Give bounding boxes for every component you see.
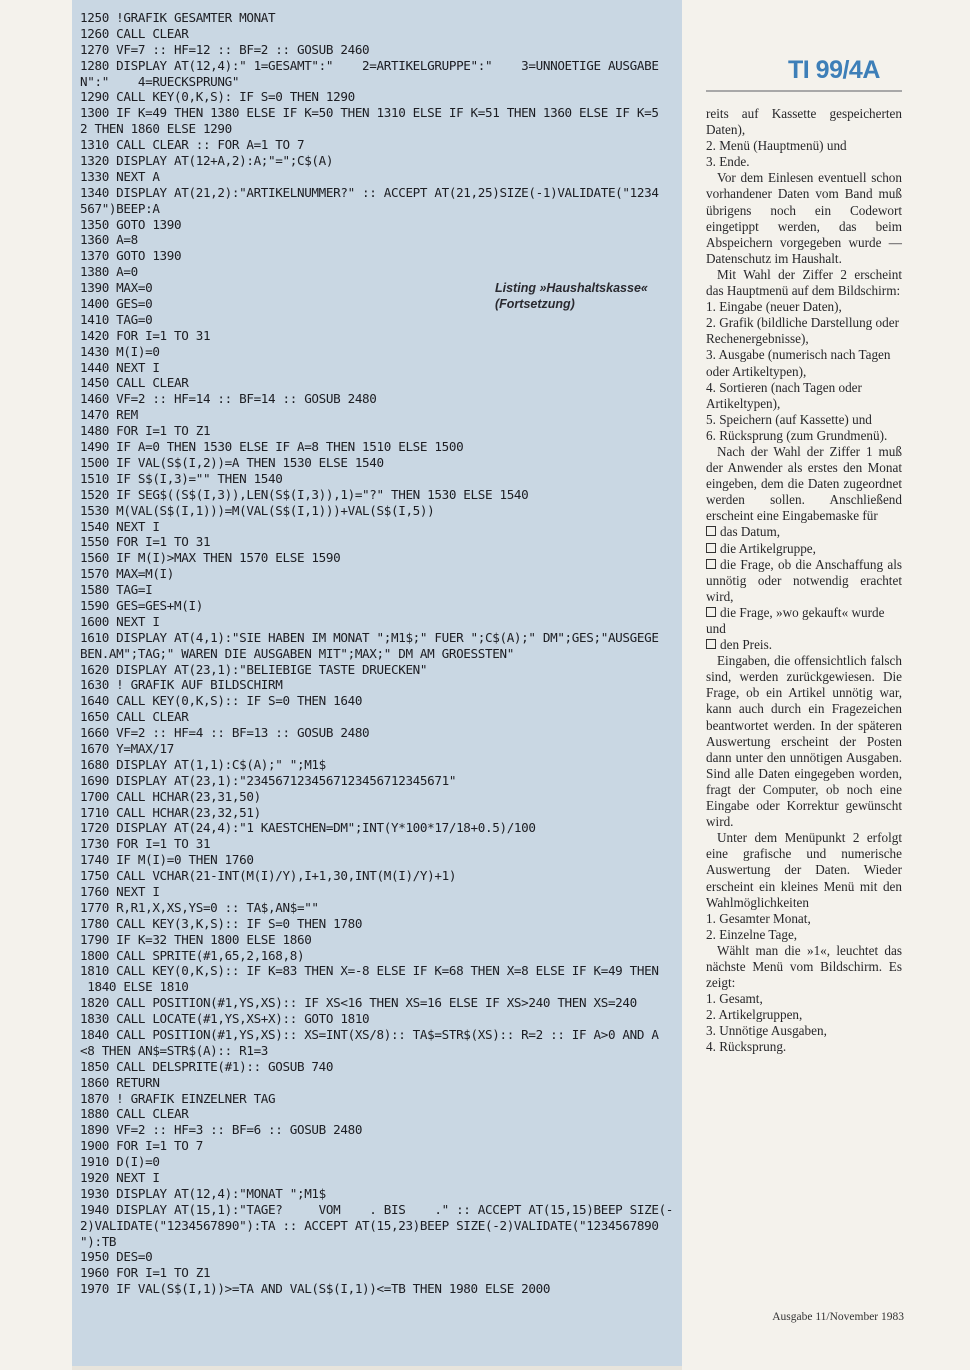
code-line: 1810 CALL KEY(0,K,S):: IF K=83 THEN X=-8 ELSE IF K=68 THEN X=8 ELSE IF K=49 THEN [80,963,659,979]
code-line: 1970 IF VAL(S$(I,1))>=TA AND VAL(S$(I,1))<=TB THEN 1980 ELSE 2000 [80,1281,551,1297]
list-item: 2. Grafik (bildliche Darstellung oder Rechenergebnisse), [706,315,899,347]
listing-caption-subtitle: (Fortsetzung) [495,297,575,311]
code-line: 1830 CALL LOCATE(#1,YS,XS+X):: GOTO 1810 [80,1011,370,1027]
code-line: 1570 MAX=M(I) [80,566,175,582]
code-line: 1370 GOTO 1390 [80,248,182,264]
code-line: 1340 DISPLAY AT(21,2):"ARTIKELNUMMER?" :: ACCEPT AT(21,25)SIZE(-1)VALIDATE("1234 [80,184,659,200]
program-listing [80,10,678,1297]
list-item: 2. Einzelne Tage, [706,926,798,942]
code-line: 1680 DISPLAY AT(1,1):C$(A);" ";M1$ [80,756,326,772]
list-item: 1. Gesamter Monat, [706,910,811,926]
article-paragraph: Unter dem Menüpunkt 2 erfolgt eine grafische und numerische Auswertung der Daten. Wieder erscheint ein kleines Menü mit den Wahlmöglichkeiten [706,830,902,910]
code-line: 1960 FOR I=1 TO Z1 [80,1265,211,1281]
code-line: 1770 R,R1,X,XS,YS=0 :: TA$,AN$="" [80,899,319,915]
list-item: 3. Ausgabe (numerisch nach Tagen oder Artikeltypen), [706,347,891,379]
code-line: 1920 NEXT I [80,1170,160,1186]
code-line: 1850 CALL DELSPRITE(#1):: GOSUB 740 [80,1058,334,1074]
article-paragraph: Nach der Wahl der Ziffer 1 muß der Anwender als erstes den Monat eingeben, dem die Daten zugeordnet werden sollen. Anschließend erscheint eine Eingabemaske für [706,443,902,524]
code-line: 1670 Y=MAX/17 [80,740,175,756]
code-line: 2)VALIDATE("1234567890"):TA :: ACCEPT AT(15,23)BEEP SIZE(-2)VALIDATE("1234567890 [80,1217,659,1233]
code-line: 1740 IF M(I)=0 THEN 1760 [80,852,254,868]
code-line: 1310 CALL CLEAR :: FOR A=1 TO 7 [80,137,305,153]
article-paragraph: reits auf Kassette gespeicherten Daten), [706,106,902,138]
code-line: 1450 CALL CLEAR [80,375,189,391]
checkbox-list-item: die Frage, »wo gekauft« wurde und [706,605,902,637]
code-line: 1290 CALL KEY(0,K,S): IF S=0 THEN 1290 [80,89,355,105]
article-column [706,106,902,1056]
code-line: 1390 MAX=0 [80,280,153,296]
list-item: 2. Menü (Hauptmenü) und [706,138,847,154]
article-paragraph: Eingaben, die offensichtlich falsch sind, werden zurückgewiesen. Die Frage, ob ein Artikel unnötig war, kann auch durch ein Fragezeichen beantwortet werden. In der späteren Auswertung erscheint der Posten dann unter den unnötigen Ausgaben. Sind alle Daten eingegeben worden, fragt der Computer, ob noch eine Eingabe oder Korrektur gewünscht wird. [706,653,902,830]
code-line: 1270 VF=7 :: HF=12 :: BF=2 :: GOSUB 2460 [80,41,370,57]
list-item: 4. Rücksprung. [706,1039,787,1055]
checkbox-list-item: die Artikelgruppe, [706,541,902,557]
code-line: 1870 ! GRAFIK EINZELNER TAG [80,1090,276,1106]
code-line: 1840 ELSE 1810 [80,979,189,995]
code-line: 1540 NEXT I [80,518,160,534]
list-item: 3. Unnötige Ausgaben, [706,1023,827,1039]
code-line: 1610 DISPLAY AT(4,1):"SIE HABEN IM MONAT ";M1$;" FUER ";C$(A);" DM";GES;"AUSGEGE [80,629,659,645]
code-line: 1720 DISPLAY AT(24,4):"1 KAESTCHEN=DM";INT(Y*100*17/18+0.5)/100 [80,820,536,836]
code-line: 1700 CALL HCHAR(23,31,50) [80,788,261,804]
code-line: 1550 FOR I=1 TO 31 [80,534,211,550]
checkbox-list-item: das Datum, [706,524,902,540]
code-line: <8 THEN AN$=STR$(A):: R1=3 [80,1042,269,1058]
code-line: 1490 IF A=0 THEN 1530 ELSE IF A=8 THEN 1510 ELSE 1500 [80,439,464,455]
code-line: 1380 A=0 [80,264,138,280]
checkbox-list-item: die Frage, ob die Anschaffung als unnötig oder notwendig erachtet wird, [706,556,902,604]
code-line: 1710 CALL HCHAR(23,32,51) [80,804,261,820]
code-line: 1780 CALL KEY(3,K,S):: IF S=0 THEN 1780 [80,915,363,931]
page-edge [72,1366,682,1370]
list-item: 1. Eingabe (neuer Daten), [706,299,842,315]
code-line: 1480 FOR I=1 TO Z1 [80,423,211,439]
code-line: 1500 IF VAL(S$(I,2))=A THEN 1530 ELSE 1540 [80,454,384,470]
article-paragraph: Vor dem Einlesen eventuell schon vorhandener Daten vom Band muß übrigens noch ein Codewort eingetippt werden, das beim Abspeichern vorgegeben wurde — Datenschutz im Haushalt. [706,170,902,266]
code-line: 1880 CALL CLEAR [80,1106,189,1122]
list-item: 1. Gesamt, [706,991,763,1007]
article-paragraph: Wählt man die »1«, leuchtet das nächste Menü vom Bildschirm. Es zeigt: [706,942,902,991]
code-line: 1890 VF=2 :: HF=3 :: BF=6 :: GOSUB 2480 [80,1122,363,1138]
code-line: 1930 DISPLAY AT(12,4):"MONAT ";M1$ [80,1185,326,1201]
code-line: 1520 IF SEG$((S$(I,3)),LEN(S$(I,3)),1)="?" THEN 1530 ELSE 1540 [80,486,529,502]
code-line: 1400 GES=0 [80,296,153,312]
code-line: 1660 VF=2 :: HF=4 :: BF=13 :: GOSUB 2480 [80,725,370,741]
code-line: 1820 CALL POSITION(#1,YS,XS):: IF XS<16 THEN XS=16 ELSE IF XS>240 THEN XS=240 [80,995,637,1011]
code-line: 1910 D(I)=0 [80,1154,160,1170]
code-line: 1330 NEXT A [80,168,160,184]
checkbox-list-item: den Preis. [706,637,902,653]
listing-caption-title: Listing »Haushaltskasse« [495,281,648,295]
code-line: 1250 !GRAFIK GESAMTER MONAT [80,10,276,25]
code-line: 1800 CALL SPRITE(#1,65,2,168,8) [80,947,305,963]
code-line: 1950 DES=0 [80,1249,153,1265]
code-line: 567")BEEP:A [80,200,160,216]
code-line: BEN.AM";TAG;" WAREN DIE AUSGABEN MIT";MAX;" DM AM GROESSTEN" [80,645,514,661]
code-line: 1940 DISPLAY AT(15,1):"TAGE? VOM . BIS ." :: ACCEPT AT(15,15)BEEP SIZE(- [80,1201,674,1217]
code-line: 1730 FOR I=1 TO 31 [80,836,211,852]
code-line: 1790 IF K=32 THEN 1800 ELSE 1860 [80,931,312,947]
code-line: 1900 FOR I=1 TO 7 [80,1138,203,1154]
code-line: 1350 GOTO 1390 [80,216,182,232]
code-line: 1840 CALL POSITION(#1,YS,XS):: XS=INT(XS/8):: TA$=STR$(XS):: R=2 :: IF A>0 AND A [80,1027,659,1042]
code-line: 1260 CALL CLEAR [80,25,189,41]
code-line: 1470 REM [80,407,138,423]
listing-caption [495,280,685,312]
badge-divider [706,90,902,92]
code-line: 1630 ! GRAFIK AUF BILDSCHIRM [80,677,283,693]
code-line: 1750 CALL VCHAR(21-INT(M(I)/Y),I+1,30,INT(M(I)/Y)+1) [80,868,457,884]
code-line: 2 THEN 1860 ELSE 1290 [80,121,232,137]
code-line: 1360 A=8 [80,232,138,248]
code-line: 1510 IF S$(I,3)="" THEN 1540 [80,470,283,486]
code-line: 1760 NEXT I [80,883,160,899]
list-item: 6. Rücksprung (zum Grundmenü). [706,427,888,443]
list-item: 5. Speichern (auf Kassette) und [706,411,872,427]
issue-footer: Ausgabe 11/November 1983 [772,1311,904,1323]
code-line: 1620 DISPLAY AT(23,1):"BELIEBIGE TASTE DRUECKEN" [80,661,428,677]
code-line: 1460 VF=2 :: HF=14 :: BF=14 :: GOSUB 2480 [80,391,377,407]
code-line: 1530 M(VAL(S$(I,1)))=M(VAL(S$(I,1)))+VAL(S$(I,5)) [80,502,435,518]
code-line: 1860 RETURN [80,1074,160,1090]
code-line: 1590 GES=GES+M(I) [80,597,203,613]
code-line: 1430 M(I)=0 [80,343,160,359]
code-line: 1280 DISPLAY AT(12,4):" 1=GESAMT":" 2=ARTIKELGRUPPE":" 3=UNNOETIGE AUSGABE [80,57,659,73]
code-line: 1650 CALL CLEAR [80,709,189,725]
code-line: 1580 TAG=I [80,582,153,598]
list-item: 4. Sortieren (nach Tagen oder Artikeltypen), [706,379,862,411]
code-line: 1410 TAG=0 [80,311,153,327]
code-line: 1320 DISPLAY AT(12+A,2):A;"=";C$(A) [80,153,334,169]
code-line: 1690 DISPLAY AT(23,1):"2345671234567123456712345671" [80,772,457,788]
section-badge: TI 99/4A [788,56,880,84]
code-line: 1420 FOR I=1 TO 31 [80,327,211,343]
list-item: 3. Ende. [706,154,750,170]
list-item: 2. Artikelgruppen, [706,1007,803,1023]
code-line: "):TB [80,1233,117,1249]
code-line: 1560 IF M(I)>MAX THEN 1570 ELSE 1590 [80,550,341,566]
code-line: 1600 NEXT I [80,613,160,629]
code-line: 1640 CALL KEY(0,K,S):: IF S=0 THEN 1640 [80,693,363,709]
code-line: N":" 4=RUECKSPRUNG" [80,73,240,89]
code-line: 1440 NEXT I [80,359,160,375]
code-line: 1300 IF K=49 THEN 1380 ELSE IF K=50 THEN 1310 ELSE IF K=51 THEN 1360 ELSE IF K=5 [80,105,659,121]
article-paragraph: Mit Wahl der Ziffer 2 erscheint das Hauptmenü auf dem Bildschirm: [706,266,902,299]
